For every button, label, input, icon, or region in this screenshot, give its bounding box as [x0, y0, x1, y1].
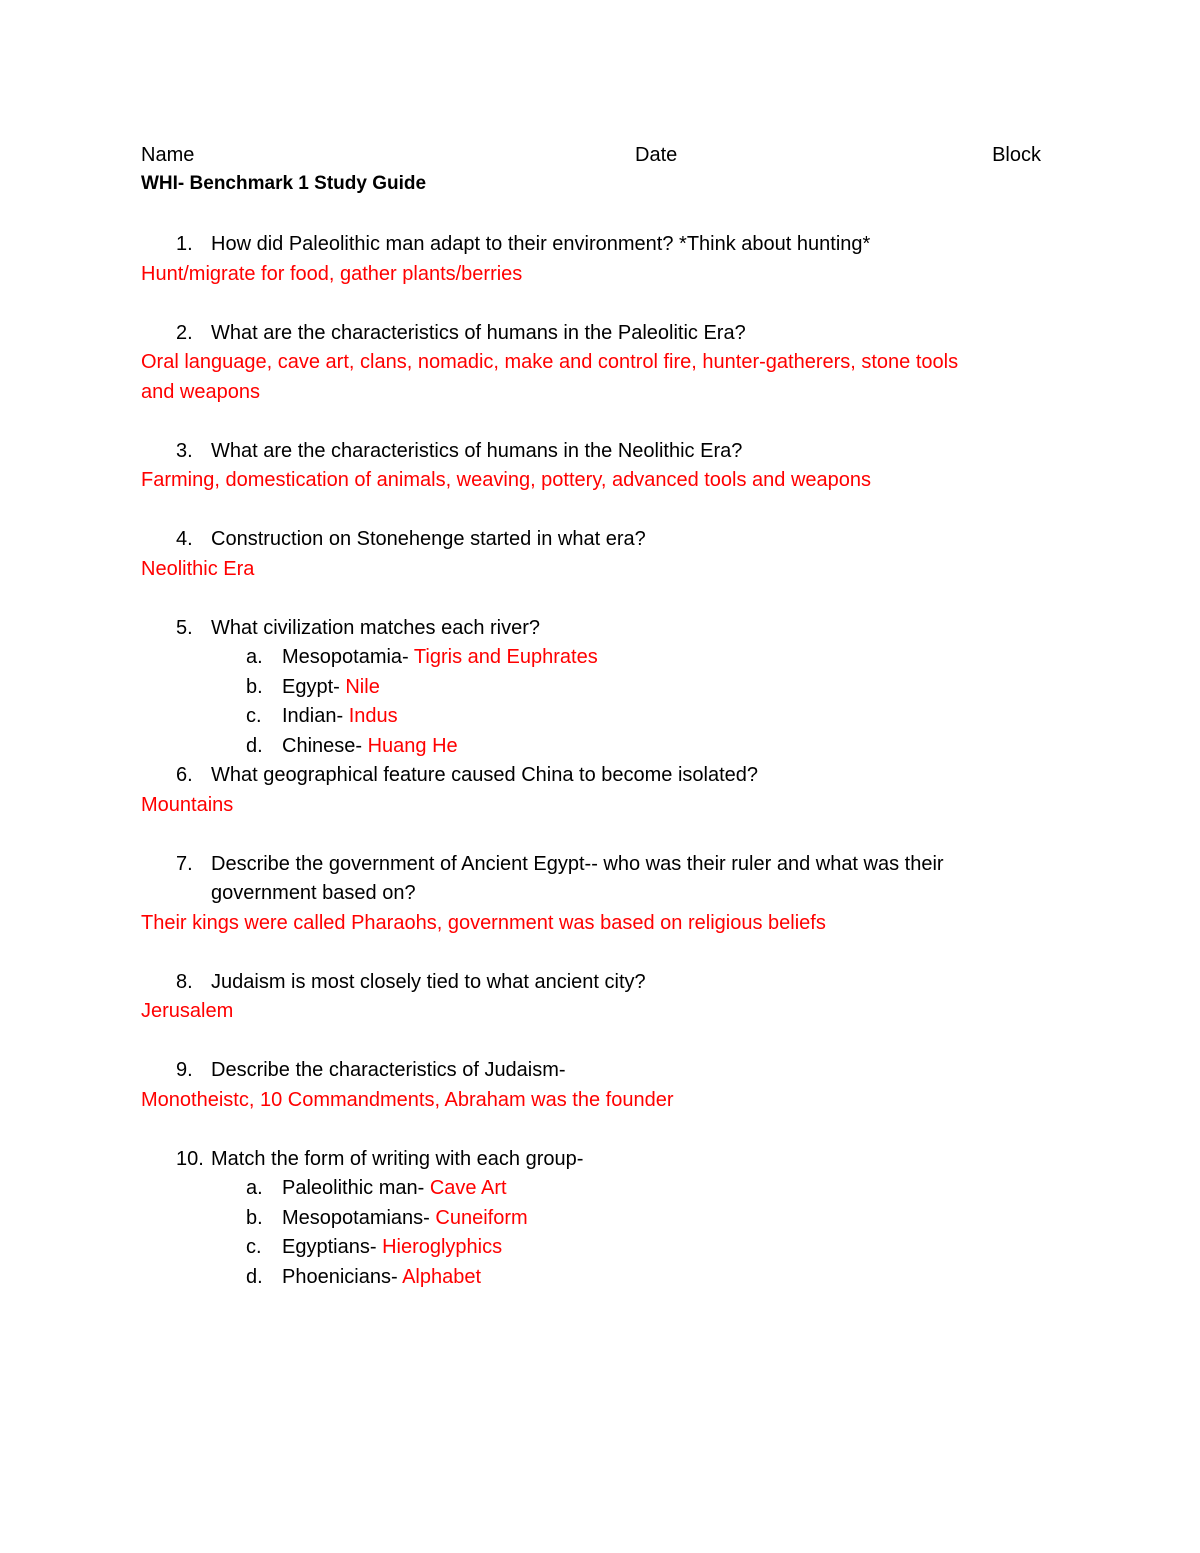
question-number: 1.	[176, 233, 193, 255]
sub-item	[141, 732, 1041, 762]
sub-item-answer: Nile	[345, 675, 380, 698]
sub-item-answer: Huang He	[367, 734, 458, 757]
sub-item-answer: Tigris and Euphrates	[413, 646, 598, 668]
question-list	[141, 230, 1041, 1292]
answer-3: Farming, domestication of animals, weaving, pottery, advanced tools and weapons	[141, 469, 872, 491]
date-label: Date	[635, 144, 678, 166]
name-label: Name	[141, 144, 195, 166]
sub-item-label: Egyptians-	[282, 1236, 383, 1258]
question-text: Match the form of writing with each group-	[211, 1147, 584, 1170]
question-text: How did Paleolithic man adapt to their environment? *Think about hunting*	[211, 233, 871, 255]
header-row	[141, 142, 1041, 168]
sub-item-letter: d.	[246, 1265, 263, 1288]
question-text: What are the characteristics of humans in the Paleolitic Era?	[211, 321, 746, 344]
question-1	[141, 230, 1041, 260]
sub-item-answer: Indus	[348, 705, 398, 727]
sub-item-label: Mesopotamia-	[282, 646, 414, 668]
spacer	[141, 289, 1041, 319]
sub-item-label: Indian-	[282, 705, 349, 727]
question-2	[141, 319, 1041, 349]
question-6	[141, 761, 1041, 791]
sub-item-letter: a.	[246, 646, 263, 668]
sub-item	[141, 1204, 1041, 1234]
answer-6: Mountains	[141, 793, 234, 816]
spacer	[141, 584, 1041, 614]
question-number: 9.	[176, 1059, 193, 1081]
sub-item	[141, 1174, 1041, 1204]
question-7-continued	[141, 879, 1041, 909]
spacer	[141, 407, 1041, 437]
answer-2-line-1: Oral language, cave art, clans, nomadic, make and control fire, hunter-gatherers, stone tools	[141, 351, 959, 373]
sub-item-label: Chinese-	[282, 734, 368, 757]
spacer	[141, 1027, 1041, 1057]
question-8	[141, 968, 1041, 998]
question-number: 3.	[176, 439, 193, 462]
question-text: Judaism is most closely tied to what ancient city?	[211, 970, 646, 993]
spacer	[141, 496, 1041, 526]
block-label: Block	[992, 144, 1041, 166]
question-5	[141, 614, 1041, 644]
question-7	[141, 850, 1041, 880]
spacer	[141, 1115, 1041, 1145]
question-10	[141, 1145, 1041, 1175]
document-title: WHI- Benchmark 1 Study Guide	[141, 173, 427, 194]
question-9	[141, 1056, 1041, 1086]
question-number: 4.	[176, 528, 193, 550]
spacer	[141, 820, 1041, 850]
answer-8: Jerusalem	[141, 1000, 234, 1022]
sub-item-letter: c.	[246, 705, 262, 727]
question-text: What civilization matches each river?	[211, 616, 541, 639]
answer-2-line-2: and weapons	[141, 380, 260, 403]
question-text-line-1: Describe the government of Ancient Egypt-- who was their ruler and what was their	[211, 852, 944, 875]
sub-item-letter: b.	[246, 675, 263, 698]
question-text: What geographical feature caused China to become isolated?	[211, 764, 759, 786]
question-number: 6.	[176, 764, 193, 786]
sub-item-answer: Cave Art	[429, 1177, 507, 1199]
spacer	[141, 938, 1041, 968]
question-number: 8.	[176, 970, 193, 993]
question-3	[141, 437, 1041, 467]
question-text: Construction on Stonehenge started in what era?	[211, 528, 646, 550]
sub-item	[141, 702, 1041, 732]
question-text: What are the characteristics of humans in the Neolithic Era?	[211, 439, 743, 462]
question-number: 10.	[176, 1147, 204, 1170]
sub-item-letter: b.	[246, 1206, 263, 1229]
sub-item	[141, 643, 1041, 673]
sub-item-letter: d.	[246, 734, 263, 757]
answer-4: Neolithic Era	[141, 557, 255, 580]
sub-item-answer: Cuneiform	[435, 1206, 528, 1229]
sub-item-label: Egypt-	[282, 675, 346, 698]
sub-item-letter: c.	[246, 1236, 262, 1258]
sub-item	[141, 673, 1041, 703]
question-number: 2.	[176, 321, 193, 344]
sub-item-letter: a.	[246, 1177, 263, 1199]
question-number: 5.	[176, 616, 193, 639]
sub-item-label: Paleolithic man-	[282, 1177, 430, 1199]
sub-item-answer: Hieroglyphics	[382, 1236, 503, 1258]
sub-item	[141, 1233, 1041, 1263]
question-text-line-2: government based on?	[211, 882, 416, 904]
answer-9: Monotheistc, 10 Commandments, Abraham was the founder	[141, 1088, 674, 1111]
question-number: 7.	[176, 852, 193, 875]
question-text: Describe the characteristics of Judaism-	[211, 1059, 566, 1081]
sub-item-answer: Alphabet	[402, 1265, 482, 1288]
sub-item-label: Mesopotamians-	[282, 1206, 436, 1229]
answer-1: Hunt/migrate for food, gather plants/berries	[141, 262, 523, 285]
answer-7: Their kings were called Pharaohs, government was based on religious beliefs	[141, 911, 826, 934]
sub-item	[141, 1263, 1041, 1293]
question-4	[141, 525, 1041, 555]
sub-item-label: Phoenicians-	[282, 1265, 403, 1288]
